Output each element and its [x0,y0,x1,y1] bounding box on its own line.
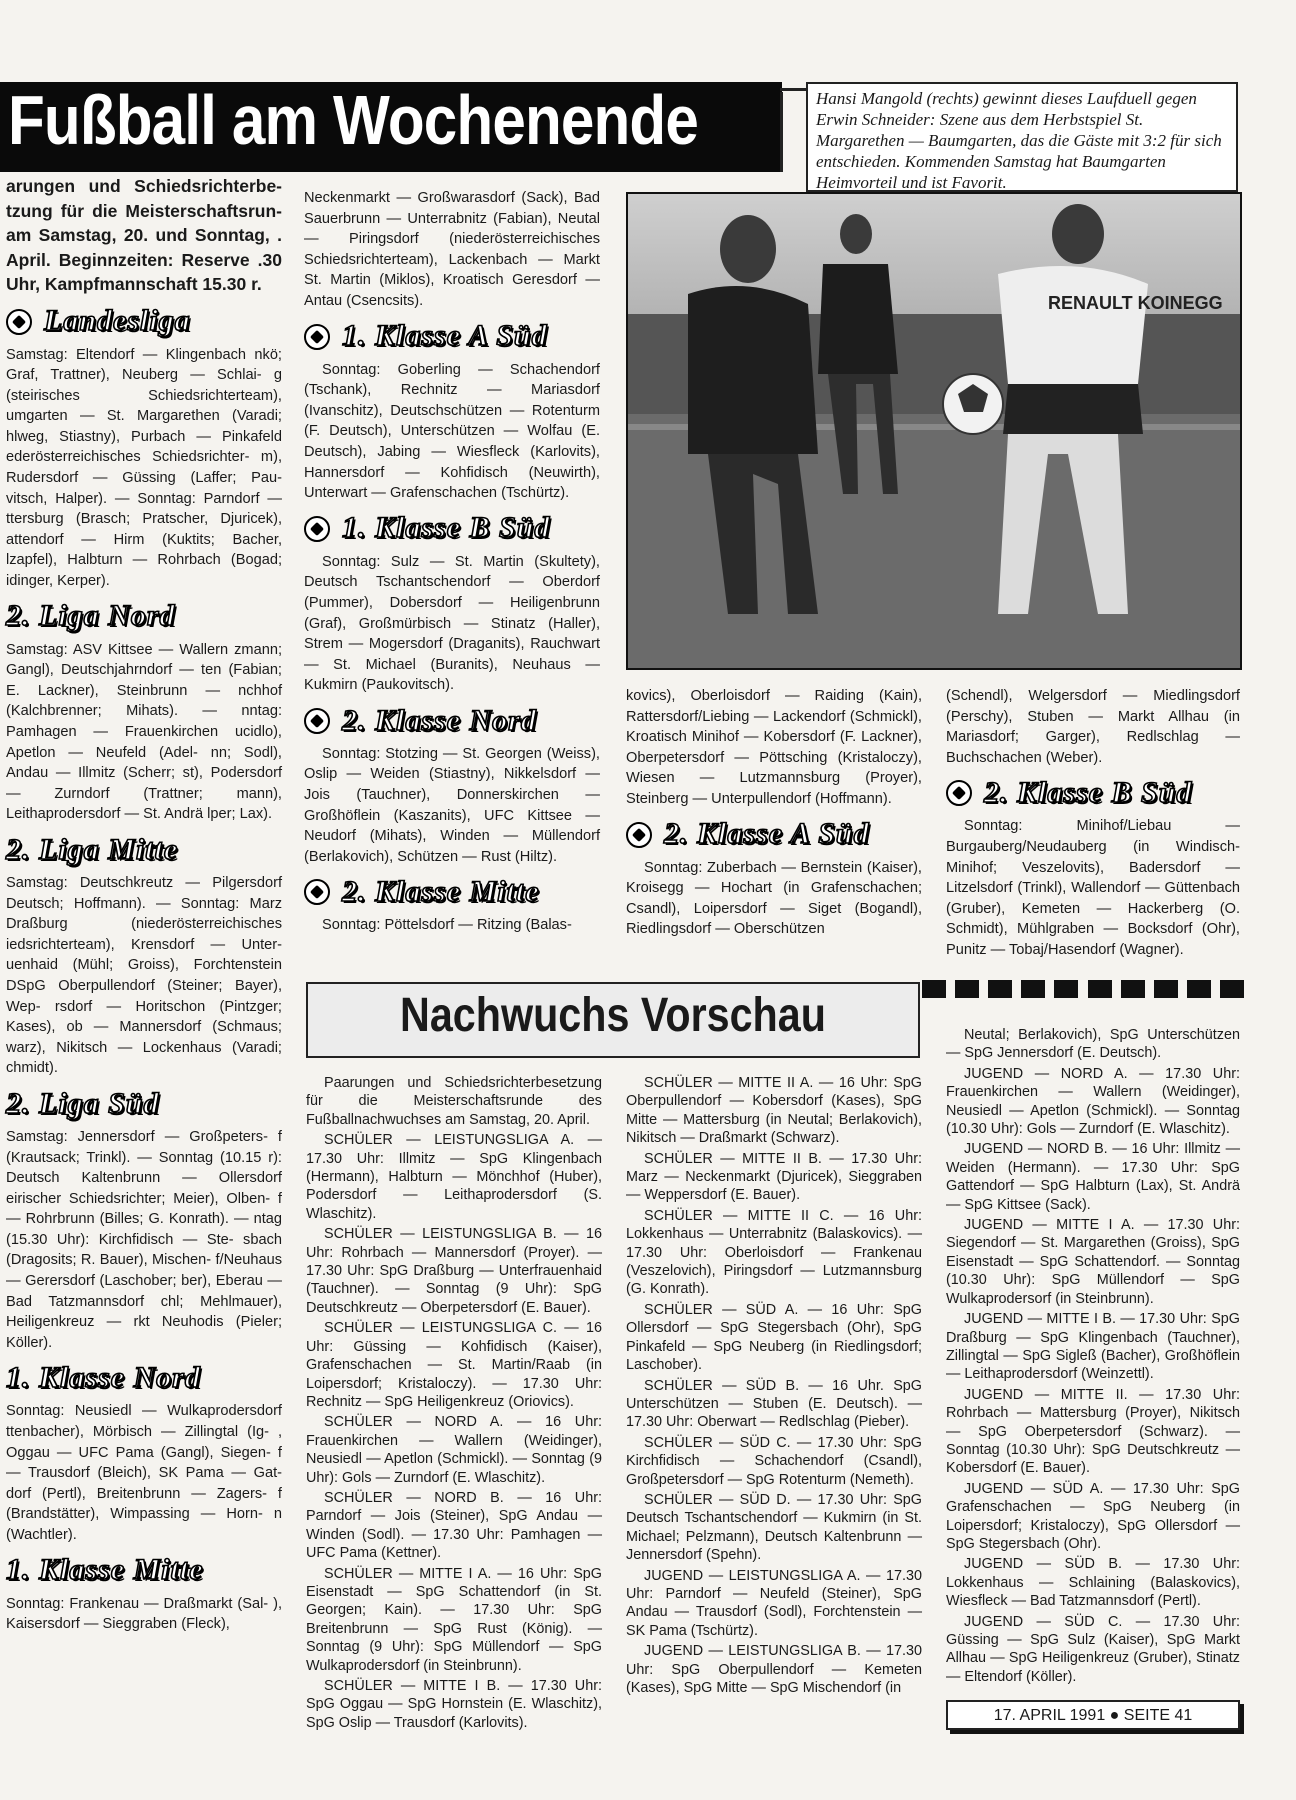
youth-fixture: JUGEND — SÜD C. — 17.30 Uhr: Güssing — SpG Sulz (Kaiser), SpG Markt Allhau — SpG Heiligenkreuz (Gruber), Stinatz — Eltendorf (Köller). [946,1613,1240,1685]
jersey-text: RENAULT KOINEGG [1048,293,1223,313]
youth-heading-box [306,982,920,1058]
youth-fixture: JUGEND — MITTE I A. — 17.30 Uhr: Siegendorf — St. Margarethen (Groiss), SpG Eisenstadt — SpG Schattendorf. — Sonntag (10.30 Uhr): SpG Müllendorf — SpG Wulkaprodersorf (in Steinbrunn). [946,1217,1240,1307]
fixtures: Sonntag: Neusiedl — Wulkaprodersdorf ttenbacher), Mörbisch — Zillingtal (Ig- , Oggau — UFC Pama (Gangl), Siegen- f — Trausdorf (Bleich), SK Pama — Gat- dorf (Pertl), Breitenbrunn — Zagers- f (Brandstätter), Wimpassing — Horn- n (Wachtler). [6,1403,282,1543]
column-2 [304,188,600,938]
youth-column-2 [626,1074,922,1699]
league-heading: 2. Klasse B Süd [946,774,1240,812]
youth-fixture: Neutal; Berlakovich), SpG Unterschützen — SpG Jennersdorf (E. Deutsch). [946,1027,1240,1062]
youth-fixture: SCHÜLER — NORD A. — 16 Uhr: Frauenkirchen — Wallern (Weidinger), Neusiedl — Apetlon (Schmickl). — Sonntag (9 Uhr): Gols — Zurndorf (E. Wlaschitz). [306,1414,602,1486]
photo-caption: Hansi Mangold (rechts) gewinnt dieses Laufduell gegen Erwin Schneider: Szene aus dem Herbstspiel St. Margarethen — Baumgarten, das die Gäste mit 3:2 für sich entschieden. Kommenden Samstag hat Baumgarten Heimvorteil und ist Favorit. [806,82,1238,192]
fixtures: Sonntag: Sulz — St. Martin (Skultety), Deutsch Tschantschendorf — Oberdorf (Pummer), Dobersdorf — Heiligenbrunn (Graf), Großmürbisch — Stinatz (Haller), Strem — Mogersdorf (Draganits), Rauchwart — St. Michael (Buranits), Neuhaus — Kukmirn (Paukovitsch). [304,553,600,694]
league-heading: 1. Klasse Mitte [6,1553,204,1587]
youth-fixture: JUGEND — MITTE I B. — 17.30 Uhr: SpG Draßburg — SpG Klingenbach (Tauchner), Zillingtal — SpG Sigleß (Bacher), Großhöflein — Leithaprodersdorf (Weinzettl). [946,1311,1240,1383]
football-icon [946,780,972,806]
fixtures: (Schendl), Welgersdorf — Miedlingsdorf (Perschy), Stuben — Markt Allhau (in Mariasdorf; Garger), Redlschlag — Buchschachen (Weber). [946,688,1240,766]
youth-fixture: JUGEND — LEISTUNGSLIGA B. — 17.30 Uhr: SpG Oberpullendorf — Kemeten (Kases), SpG Mitte — SpG Mischendorf (in [626,1643,922,1696]
league-heading: 1. Klasse A Süd [304,318,600,356]
league-heading: 2. Klasse Nord [304,702,600,740]
divider [922,980,1244,1000]
fixtures: Samstag: Deutschkreutz — Pilgersdorf Deutsch; Hoffmann). — Sonntag: Marz Draßburg (niederösterreichisches iedsrichterteam), Krensdorf — Unter- uenhaid (Mühl; Groiss), Forchtenstein DSpG Oberpullendorf (Steiner; Bayer), Wep- rsdorf — Horitschon (Pintzger; Kases), ob — Mannersdorf (Schmaus; warz), Nikitsch — Lockenhaus (Varadi; chmidt). [6,874,282,1077]
photo-illustration [628,194,1240,668]
fixtures: Sonntag: Goberling — Schachendorf (Tschank), Rechnitz — Mariasdorf (Ivanschitz), Deutschschützen — Rotenturm (F. Deutsch), Unterschützen — Wolfau (E. Deutsch), Jabing — Wiesfleck (Karlovits), Hannersdorf — Kohfidisch (Neuwirth), Unterwart — Grafenschachen (Tschürtz). [304,361,600,502]
fixtures: Samstag: ASV Kittsee — Wallern zmann; Gangl), Deutschjahrndorf — ten (Fabian; E. Lackner), Steinbrunn — nchhof (Kalchbrenner; Mihats). — nntag: Pamhagen — Frauenkirchen ucidlo), Apetlon — Neufeld (Adel- nn; Sodl), Andau — Illmitz (Scherr; st), Podersdorf — Zurndorf (Trattner; mann), Leithaprodersdorf — St. Andrä lper; Lax). [6,641,282,823]
league-heading: 2. Liga Süd [6,1086,160,1120]
youth-fixture: SCHÜLER — NORD B. — 16 Uhr: Parndorf — Jois (Steiner), SpG Andau — Winden (Sodl). — 17.30 Uhr: Pamhagen — UFC Pama (Kettner). [306,1489,602,1562]
fixtures: Samstag: Jennersdorf — Großpeters- f (Krautsack; Trinkl). — Sonntag (10.15 r): Deutsch Kaltenbrunn — Ollersdorf eirischer Schiedsrichter; Meier), Olben- f — Rohrbrunn (Billes; G. Konrath). — ntag (15.30 Uhr): Kirchfidisch — Ste- sbach (Dragosits; R. Bauer), Mischen- f/Neuhaus — Gerersdorf (Laschober; ber), Eberau — Bad Tatzmannsdorf chl; Mehlmauer), Heiligenkreuz — rkt Neuhodis (Pieler; Köller). [6,1128,282,1351]
youth-fixture: Paarungen und Schiedsrichterbesetzung für die Meisterschaftsrunde des Fußballnachwuchses am Samstag, 20. April. [306,1075,602,1128]
page-footer: 17. APRIL 1991 ● SEITE 41 [946,1700,1240,1730]
fixtures: kovics), Oberloisdorf — Raiding (Kain), Rattersdorf/Liebing — Lackendorf (Schmickl), Kroatisch Minihof — Kobersdorf (F. Lackner), Oberpetersdorf — Pöttsching (Kristaloczy), Wiesen — Lutzmannsburg (Proyer), Steinberg — Unterpullendorf (Hoffmann). [626,688,922,807]
youth-fixture: JUGEND — SÜD B. — 17.30 Uhr: Lokkenhaus — Schlaining (Balaskovics), Wiesfleck — Bad Tatzmannsdorf (Pertl). [946,1556,1240,1610]
column-1 [6,174,282,1637]
league-heading: 2. Liga Mitte [6,832,179,866]
league-heading: 2. Liga Nord [6,599,176,633]
youth-fixture: SCHÜLER — MITTE II A. — 16 Uhr: SpG Oberpullendorf — Kobersdorf (Kases), SpG Mitte — Mattersburg (in Neutal; Berlakovich), Nikitsch — Draßmarkt (Schwarz). [626,1075,922,1147]
youth-fixture: SCHÜLER — MITTE I B. — 17.30 Uhr: SpG Oggau — SpG Hornstein (E. Wlaschitz), SpG Oslip — Trausdorf (Karlovits). [306,1678,602,1731]
fixtures: Sonntag: Stotzing — St. Georgen (Weiss), Oslip — Weiden (Stiastny), Nikkelsdorf — Jois (Tauchner), Donnerskirchen — Großhöflein (Kaszanits), UFC Kittsee — Neudorf (Mihats), Winden — Müllendorf (Berlakovich), Schützen — Rust (Hiltz). [304,745,600,865]
youth-column-1 [306,1074,602,1734]
youth-title: Nachwuchs Vorschau [400,989,826,1042]
football-icon [304,324,330,350]
youth-fixture: SCHÜLER — LEISTUNGSLIGA B. — 16 Uhr: Rohrbach — Mannersdorf (Proyer). — 17.30 Uhr: SpG Draßburg — Unterfrauenhaid (Tauchner). — Sonntag (9 Uhr): SpG Deutschkreutz — Oberpetersdorf (E. Bauer). [306,1226,602,1316]
divider [780,88,806,91]
youth-fixture: SCHÜLER — MITTE II C. — 16 Uhr: Lokkenhaus — Unterrabnitz (Balaskovics). — 17.30 Uhr: Oberloisdorf — Frankenau (Veszelovich), Piringsdorf — Lutzmannsburg (G. Konrath). [626,1207,922,1298]
fixtures: Sonntag: Zuberbach — Bernstein (Kaiser), Kroisegg — Hochart (in Grafenschachen; Csandl), Loipersdorf — Siget (Bogandl), Riedlingsdorf — Oberschützen [626,859,922,938]
fixtures: Sonntag: Pöttelsdorf — Ritzing (Balas- [322,917,572,934]
football-icon [304,516,330,542]
youth-fixture: JUGEND — SÜD A. — 17.30 Uhr: SpG Grafenschachen — SpG Neuberg (in Loipersdorf; Kristaloczy), SpG Ollersdorf — SpG Stegersbach (Ohr). [946,1480,1240,1552]
youth-column-3 [946,1026,1240,1688]
youth-fixture: JUGEND — MITTE II. — 17.30 Uhr: Rohrbach — Mattersburg (Proyer), Nikitsch — SpG Oberpetersdorf (Schwarz). — Sonntag (10.30 Uhr): SpG Deutschkreutz — Kobersdorf (E. Bauer). [946,1386,1240,1477]
youth-fixture: SCHÜLER — SÜD A. — 16 Uhr: SpG Ollersdorf — SpG Stegersbach (Ohr), SpG Pinkafeld — SpG Neuberg (in Riedlingsdorf; Laschober). [626,1301,922,1374]
football-icon [304,879,330,905]
intro-text: arungen und Schiedsrichterbe- tzung für die Meisterschaftsrun- am Samstag, 20. und Sonntag, . April. Beginnzeiten: Reserve .30 Uhr, Kampfmannschaft 15.30 r. [6,176,282,294]
column-4 [946,686,1240,963]
youth-fixture: SCHÜLER — MITTE I A. — 16 Uhr: SpG Eisenstadt — SpG Schattendorf (in St. Georgen; Kain). — 17.30 Uhr: SpG Breitenbrunn — SpG Rust (König). — Sonntag (9 Uhr): SpG Müllendorf — SpG Wulkaprodersdorf (in Steinbrunn). [306,1565,602,1674]
football-photo [626,192,1242,670]
divider [780,92,783,172]
page-title: Fußball am Wochenende [8,81,698,159]
youth-fixture: SCHÜLER — SÜD C. — 17.30 Uhr: SpG Kirchfidisch — Schachendorf (Csandl), Großpetersdorf — SpG Rotenturm (Nemeth). [626,1434,922,1488]
league-heading: 2. Klasse Mitte [304,873,600,911]
football-icon [304,708,330,734]
fixtures: Neckenmarkt — Großwarasdorf (Sack), Bad Sauerbrunn — Unterrabnitz (Fabian), Neutal — Piringsdorf (niederösterreichisches Schiedsrichterteam), Lackenbach — Markt St. Martin (Miklos), Kroatisch Geresdorf — Antau (Csencsits). [304,190,600,309]
league-heading: 1. Klasse B Süd [304,510,600,548]
league-heading: 2. Klasse A Süd [626,816,922,854]
fixtures: Samstag: Eltendorf — Klingenbach nkö; Graf, Trattner), Neuberg — Schlai- g (steirisches Schiedsrichterteam), umgarten — St. Margarethen (Varadi; hlweg, Stiastny), Purbach — Pinkafeld ederösterreichisches Schiedsrichter- m), Rudersdorf — Güssing (Laffer; Pau- vitsch, Halper). — Sonntag: Parndorf — ttersburg (Brasch; Pratscher, Djuricek), attendorf — Hirm (Kuktits; Bacher, lzapfel), Halbturn — Rohrbach (Bogad; idinger, Kerper). [6,346,282,590]
fixtures: Sonntag: Frankenau — Draßmarkt (Sal- ), Kaisersdorf — Sieggraben (Fleck), [6,1595,282,1633]
fixtures: Sonntag: Minihof/Liebau — Burgauberg/Neudauberg (in Windisch-Minihof; Veszelovits), Badersdorf — Litzelsdorf (Trinkl), Wallendorf — Güttenbach (Gruber), Kemeten — Hackerberg (O. Schmidt), Mühlgraben — Bocksdorf (Ohr), Punitz — Tobaj/Hasendorf (Wagner). [946,818,1240,958]
football-icon [6,309,32,335]
youth-fixture: SCHÜLER — LEISTUNGSLIGA A. — 17.30 Uhr: Illmitz — SpG Klingenbach (Hermann), Halbturn — Mönchhof (Huber), Podersdorf — Leithaprodersdorf (S. Wlaschitz). [306,1132,602,1222]
youth-fixture: JUGEND — LEISTUNGSLIGA A. — 17.30 Uhr: Parndorf — Neufeld (Steiner), SpG Andau — Trausdorf (Sodl), Forchtenstein — SK Pama (Tschürtz). [626,1567,922,1639]
youth-fixture: JUGEND — NORD B. — 16 Uhr: Illmitz — Weiden (Hermann). — 17.30 Uhr: SpG Gattendorf — SpG Halbturn (Lax), St. Andrä — SpG Kittsee (Sack). [946,1141,1240,1213]
youth-fixture: SCHÜLER — LEISTUNGSLIGA C. — 16 Uhr: Güssing — Kohfidisch (Kaiser), Grafenschachen — St. Martin/Raab (in Loipersdorf; Kristaloczy). — 17.30 Uhr: Rechnitz — SpG Heiligenkreuz (Oriovics). [306,1320,602,1410]
youth-fixture: JUGEND — NORD A. — 17.30 Uhr: Frauenkirchen — Wallern (Weidinger), Neusiedl — Apetlon (Schmickl). — Sonntag (10.30 Uhr): Gols — Zurndorf (E. Wlaschitz). [946,1065,1240,1138]
column-3 [626,686,922,942]
youth-fixture: SCHÜLER — MITTE II B. — 17.30 Uhr: Marz — Neckenmarkt (Djuricek), Sieggraben — Weppersdorf (E. Bauer). [626,1150,922,1204]
league-heading: Landesliga [6,303,282,341]
league-heading: 1. Klasse Nord [6,1361,201,1395]
football-icon [626,822,652,848]
youth-fixture: SCHÜLER — SÜD B. — 16 Uhr. SpG Unterschützen — Stuben (E. Deutsch). — 17.30 Uhr: Oberwart — Redlschlag (Pieber). [626,1377,922,1431]
youth-fixture: SCHÜLER — SÜD D. — 17.30 Uhr: SpG Deutsch Tschantschendorf — Kukmirn (in St. Michael; Pelzmann), Deutsch Kaltenbrunn — Jennersdorf (Spehn). [626,1491,922,1564]
